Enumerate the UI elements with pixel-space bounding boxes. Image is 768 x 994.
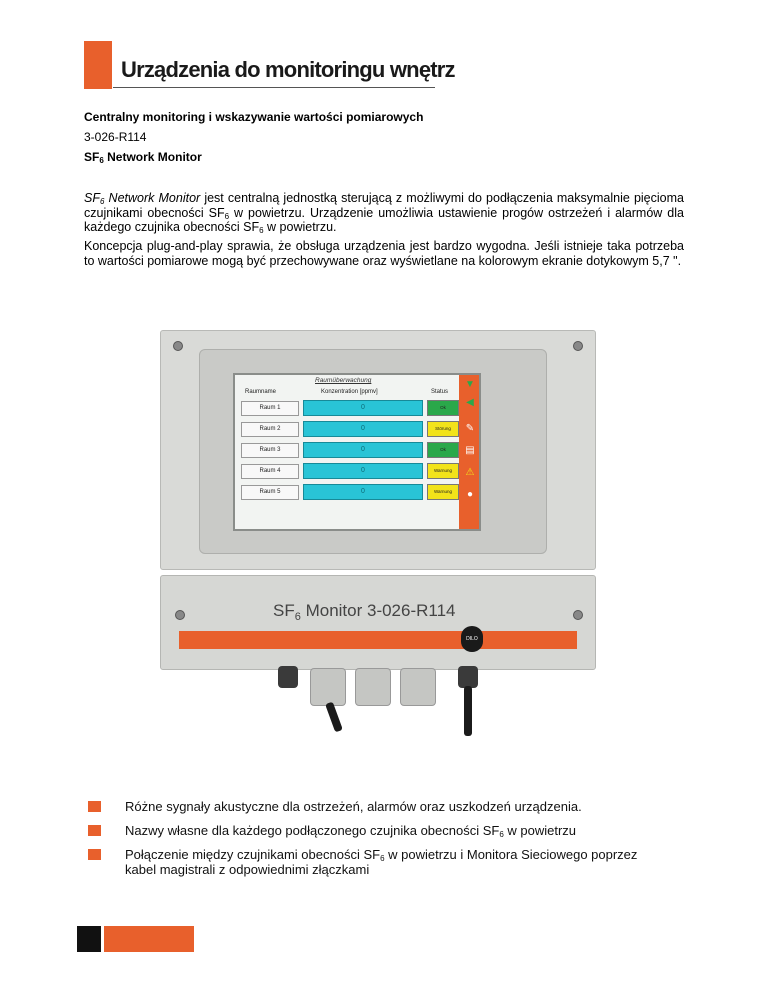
touch-screen xyxy=(233,373,481,531)
feature-item: Nazwy własne dla każdego podłączonego czujnika obecności $SF_6$ w powietrzu xyxy=(125,823,577,839)
room-status: Störung xyxy=(427,421,459,437)
room-name: Raum 1 xyxy=(241,401,299,416)
device-lower-housing xyxy=(160,575,596,670)
col-header-status: Status xyxy=(431,389,449,395)
screw-icon xyxy=(573,610,583,620)
wrench-icon: ✎ xyxy=(465,423,475,434)
cable xyxy=(464,686,472,736)
room-status: Ok xyxy=(427,442,459,458)
room-status: Ok xyxy=(427,400,459,416)
cable-gland xyxy=(310,668,346,706)
bullet-square xyxy=(88,825,101,836)
device-illustration xyxy=(160,330,596,684)
room-concentration: 0 xyxy=(303,421,423,437)
connector-left xyxy=(278,666,298,688)
col-header-concentration: Konzentration [ppmv] xyxy=(321,389,378,395)
room-status: Warnung xyxy=(427,463,459,479)
device-upper-housing xyxy=(160,330,596,570)
description-paragraph-1: $SF_6$ Network Monitor jest centralną jednostką sterującą z możliwymi do podłączenia maksymalnie pięcioma czujnikami obecności $SF_6$ w powietrzu. Urządzenie umożliwia ustawienie progów ostrzeżeń i alarmów dla każdego czujnika obecności $SF_6$ w powietrzu. xyxy=(84,191,684,235)
warning-icon: ⚠ xyxy=(465,467,475,478)
room-concentration: 0 xyxy=(303,442,423,458)
footer-orange-block xyxy=(104,926,194,952)
feature-item: Różne sygnały akustyczne dla ostrzeżeń, alarmów oraz uszkodzeń urządzenia. xyxy=(125,799,582,814)
room-name: Raum 3 xyxy=(241,443,299,458)
bell-icon: ● xyxy=(466,489,474,500)
arrow-left-icon: ◀ xyxy=(466,397,474,408)
room-concentration: 0 xyxy=(303,463,423,479)
screw-icon xyxy=(573,341,583,351)
description-paragraph-2: Koncepcja plug-and-play sprawia, że obsługa urządzenia jest bardzo wygodna. Jeśli istnieje taka potrzeba to wartości pomiarowe mogą być przechowywane oraz wyświetlane na kolorowym ekranie dotykowym 5,7 ". xyxy=(84,239,684,268)
room-status: Warnung xyxy=(427,484,459,500)
product-name: $SF_6$ Network Monitor xyxy=(84,150,202,165)
product-code: 3-026-R114 xyxy=(84,130,147,144)
header-accent-bar xyxy=(84,41,112,89)
device-orange-strip xyxy=(179,631,577,649)
category-heading: Centralny monitoring i wskazywanie wartości pomiarowych xyxy=(84,110,424,124)
room-name: Raum 5 xyxy=(241,485,299,500)
bullet-square xyxy=(88,849,101,860)
room-name: Raum 2 xyxy=(241,422,299,437)
screen-title: Raumüberwachung xyxy=(315,377,372,384)
chart-icon: ▤ xyxy=(465,445,475,456)
room-concentration: 0 xyxy=(303,484,423,500)
brand-logo: DILO xyxy=(461,626,483,652)
room-concentration: 0 xyxy=(303,400,423,416)
cable-gland xyxy=(400,668,436,706)
col-header-room: Raumname xyxy=(245,389,277,395)
bullet-square xyxy=(88,801,101,812)
cable-gland xyxy=(355,668,391,706)
room-name: Raum 4 xyxy=(241,464,299,479)
screw-icon xyxy=(173,341,183,351)
page-title: Urządzenia do monitoringu wnętrz xyxy=(121,57,455,82)
title-underline xyxy=(113,87,435,88)
footer-black-block xyxy=(77,926,101,952)
screw-icon xyxy=(175,610,185,620)
device-model-label: $SF_6$ Monitor 3-026-R114 xyxy=(273,601,456,623)
connector-right xyxy=(458,666,478,688)
arrow-down-icon: ▼ xyxy=(465,379,475,390)
feature-item: Połączenie między czujnikami obecności $SF_6$ w powietrzu i Monitora Sieciowego poprzez kabel magistrali z odpowiednimi złączkami xyxy=(125,847,638,877)
cable xyxy=(325,702,343,733)
